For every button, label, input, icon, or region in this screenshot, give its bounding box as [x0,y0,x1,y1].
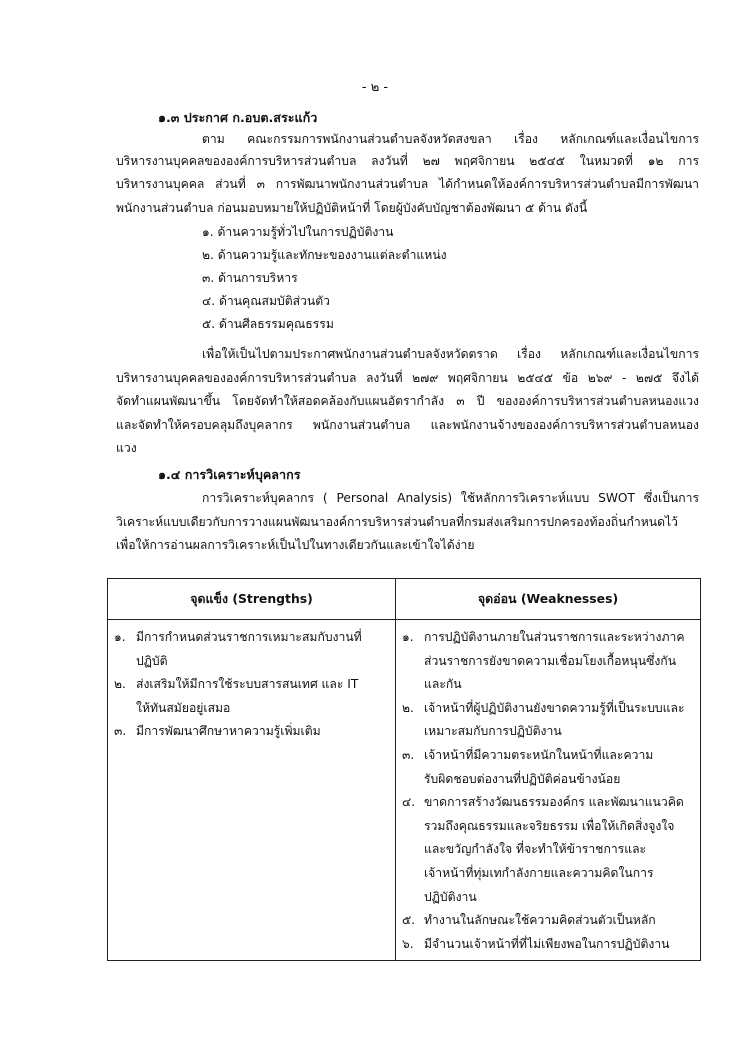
item-number: ๔. [402,795,416,810]
item-text-line: ส่งเสริมให้มีการใช้ระบบสารสนเทศ และ IT [136,677,359,692]
item-text-line: ส่วนราชการยังขาดความเชื่อมโยงเกื้อหนุนซึ่งกัน [424,653,677,668]
section-1-4-para-line: การวิเคราะห์บุคลากร ( Personal Analysis) ใช้หลักการวิเคราะห์แบบ SWOT ซึ่งเป็นการ [202,491,699,505]
strength-item [114,720,389,744]
item-text-line: ปฏิบัติ [136,653,168,668]
page-number: - ๒ - [361,80,389,95]
section-1-3-para2-line: เพื่อให้เป็นไปตามประกาศพนักงานส่วนตำบลจังหวัดตราด เรื่อง หลักเกณฑ์และเงื่อนไขการ [202,347,699,361]
section-1-3-para2-line: แวง [116,441,137,455]
item-text-line: และกัน [424,677,462,692]
item-text-line: เจ้าหน้าที่มีความตระหนักในหน้าที่และความ [424,747,654,762]
strength-item [114,626,389,673]
section-1-3-heading: ๑.๓ ประกาศ ก.อบต.สระแก้ว [158,110,318,125]
swot-table [107,578,701,961]
section-1-4-para-line: วิเคราะห์แบบเดียวกับการวางแผนพัฒนาองค์การบริหารส่วนตำบลที่กรมส่งเสริมการปกครองท้องถิ่นกำหนดไว้ [116,515,678,529]
swot-header-row [108,579,701,620]
development-list-item: ๓. ด้านการบริหาร [202,271,298,285]
item-number: ๕. [402,913,416,928]
development-list-item: ๕. ด้านศีลธรรมคุณธรรม [202,317,334,331]
item-text-line: มีการพัฒนาศึกษาหาความรู้เพิ่มเติม [136,724,321,739]
item-number: ๑. [402,630,414,644]
weaknesses-cell [396,620,701,961]
item-text-line: เหมาะสมกับการปฏิบัติงาน [424,724,562,739]
development-list-item: ๒. ด้านความรู้และทักษะของงานแต่ละตำแหน่ง [202,248,447,262]
weakness-item [402,626,694,697]
weakness-item [402,697,694,744]
section-1-3-para-line: บริหารงานบุคคลขององค์การบริหารส่วนตำบล ลงวันที่ ๒๗ พฤศจิกายน ๒๕๔๕ ในหมวดที่ ๑๒ การ [116,154,699,168]
item-text-line: เจ้าหน้าที่ทุ่มเทกำลังกายและความคิดในการ [424,865,654,880]
section-1-3-para2-line: และจัดทำให้ครอบคลุมถึงบุคลากร พนักงานส่วนตำบล และพนักงานจ้างขององค์การบริหารส่วนตำบลหนอง [116,418,699,432]
item-number: ๒. [114,677,126,692]
weakness-item [402,909,694,933]
development-list-item: ๑. ด้านความรู้ทั่วไปในการปฏิบัติงาน [202,225,394,239]
item-number: ๑. [114,630,126,644]
item-text-line: มีการกำหนดส่วนราชการเหมาะสมกับงานที่ [136,630,362,644]
item-text-line: ทำงานในลักษณะใช้ความคิดส่วนตัวเป็นหลัก [424,913,656,928]
weakness-item [402,791,694,909]
item-text-line: มีจำนวนเจ้าหน้าที่ที่ไม่เพียงพอในการปฏิบัติงาน [424,936,670,951]
weakness-item [402,744,694,791]
item-text-line: และขวัญกำลังใจ ที่จะทำให้ข้าราชการและ [424,842,647,857]
strengths-cell [108,620,396,961]
weakness-item [402,933,694,957]
section-1-4-para-line: เพื่อให้การอ่านผลการวิเคราะห์เป็นไปในทางเดียวกันและเข้าใจได้ง่าย [116,538,475,552]
development-list-item: ๔. ด้านคุณสมบัติส่วนตัว [202,294,331,308]
item-text-line: รวมถึงคุณธรรมและจริยธรรม เพื่อให้เกิดสิ่งจูงใจ [424,818,675,833]
weaknesses-header: จุดอ่อน (Weaknesses) [396,579,701,620]
section-1-3-para2-line: จัดทำแผนพัฒนาขึ้น โดยจัดทำให้สอดคล้องกับแผนอัตรากำลัง ๓ ปี ขององค์การบริหารส่วนตำบลหนองแวง [116,394,699,408]
section-1-3-para-line: ตาม คณะกรรมการพนักงานส่วนตำบลจังหวัดสงขลา เรื่อง หลักเกณฑ์และเงื่อนไขการ [202,132,699,146]
item-text-line: ขาดการสร้างวัฒนธรรมองค์กร และพัฒนาแนวคิด [424,795,684,810]
section-1-3-para-line: พนักงานส่วนตำบล ก่อนมอบหมายให้ปฏิบัติหน้าที่ โดยผู้บังคับบัญชาต้องพัฒนา ๕ ด้าน ดังนี้ [116,201,588,215]
item-number: ๓. [402,747,415,762]
item-text-line: การปฏิบัติงานภายในส่วนราชการและระหว่างภาค [424,630,685,644]
strength-item [114,673,389,720]
section-1-3-para2-line: บริหารงานบุคคลขององค์การบริหารส่วนตำบล ลงวันที่ ๒๗๙ พฤศจิกายน ๒๕๔๕ ข้อ ๒๖๙ - ๒๗๕ จึงได้ [116,371,699,385]
swot-body-row [108,620,701,961]
item-number: ๒. [402,700,414,715]
section-1-3-para-line: บริหารงานบุคคล ส่วนที่ ๓ การพัฒนาพนักงานส่วนตำบล ได้กำหนดให้องค์การบริหารส่วนตำบลมีการพัฒนา [116,177,699,191]
item-number: ๖. [402,936,414,951]
item-text-line: ให้ทันสมัยอยู่เสมอ [136,700,231,715]
item-number: ๓. [114,724,127,739]
item-text-line: รับผิดชอบต่องานที่ปฏิบัติค่อนข้างน้อย [424,771,621,786]
strengths-header: จุดแข็ง (Strengths) [108,579,396,620]
section-1-4-heading: ๑.๔ การวิเคราะห์บุคลากร [158,467,301,482]
item-text-line: เจ้าหน้าที่ผู้ปฏิบัติงานยังขาดความรู้ที่เป็นระบบและ [424,700,685,715]
item-text-line: ปฏิบัติงาน [424,889,477,904]
